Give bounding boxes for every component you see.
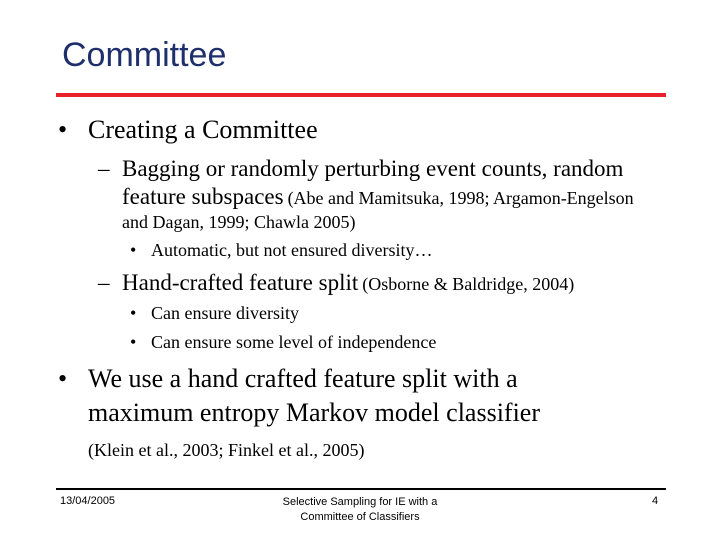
bullet-hand-crafted-line2: maximum entropy Markov model classifier (88, 398, 541, 427)
bullet-marker: • (58, 115, 68, 144)
dash-marker: – (98, 270, 110, 295)
bullet-marker: • (130, 303, 137, 323)
subbullet-bagging-line2 (122, 184, 634, 210)
citation-continued: and Dagan, 1999; Chawla 2005) (122, 212, 356, 232)
citation: (Abe and Mamitsuka, 1998; Argamon-Engelson (287, 188, 634, 208)
citation: (Klein et al., 2003; Finkel et al., 2005) (88, 440, 365, 460)
footer-title (250, 495, 470, 525)
subbullet-bagging-line1: Bagging or randomly perturbing event counts, random (122, 156, 624, 181)
subsubbullet-ensure-diversity: Can ensure diversity (151, 303, 299, 323)
bullet-marker: • (130, 332, 137, 352)
footer-divider (56, 488, 666, 490)
subsubbullet-ensure-independence: Can ensure some level of independence (151, 332, 437, 352)
title-divider (56, 93, 666, 97)
footer-title-line2: Committee of Classifiers (300, 511, 420, 523)
bullet-marker: • (58, 364, 68, 393)
footer-title-line1: Selective Sampling for IE with a (282, 496, 438, 508)
citation: (Osborne & Baldridge, 2004) (362, 274, 575, 294)
subbullet-hand-crafted (122, 270, 574, 296)
dash-marker: – (98, 156, 110, 181)
subbullet-hand-crafted-text: Hand-crafted feature split (122, 270, 359, 295)
subsubbullet-automatic: Automatic, but not ensured diversity… (151, 240, 433, 260)
bullet-hand-crafted-line1: We use a hand crafted feature split with a (88, 364, 518, 393)
subbullet-bagging-text: feature subspaces (122, 184, 284, 209)
bullet-creating-committee: Creating a Committee (88, 115, 318, 144)
footer-date: 13/04/2005 (60, 495, 116, 507)
bullet-marker: • (130, 240, 137, 260)
slide-title: Committee (62, 36, 227, 74)
page-number: 4 (652, 495, 659, 507)
